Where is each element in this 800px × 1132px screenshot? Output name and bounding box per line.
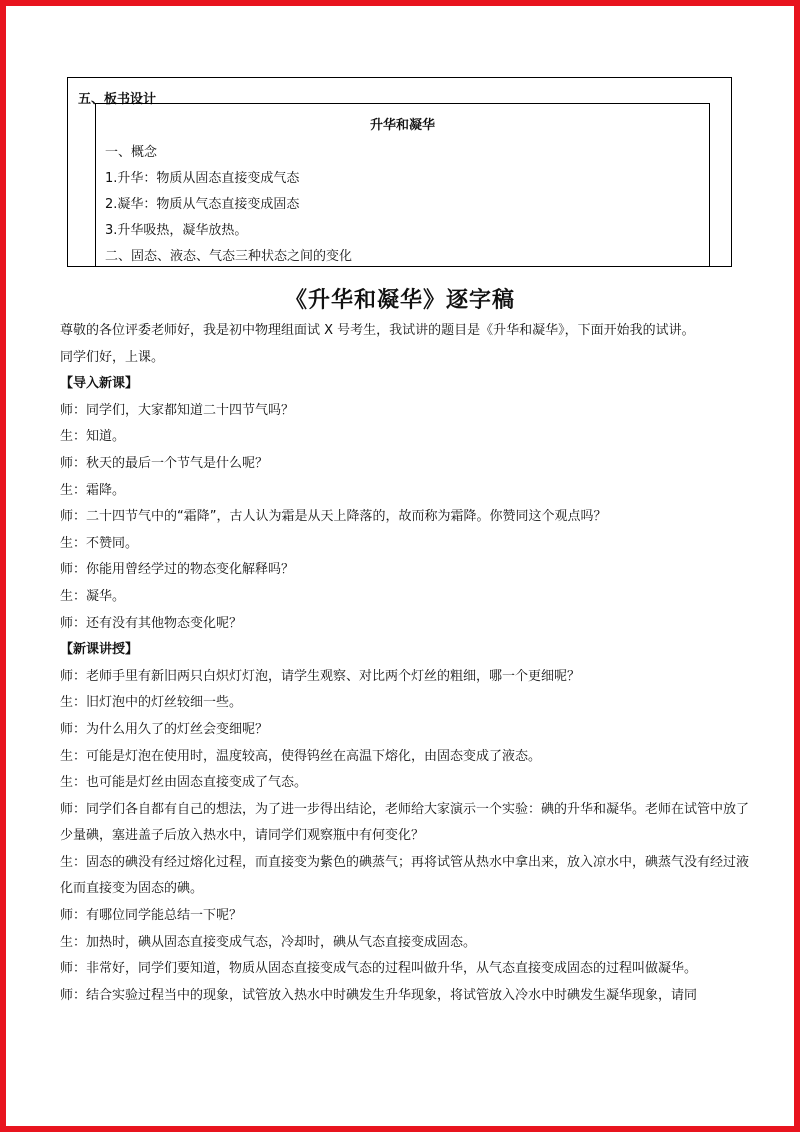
dialogue-line: 师：为什么用久了的灯丝会变细呢？ bbox=[60, 721, 269, 737]
board-design-table bbox=[67, 77, 732, 267]
section-heading: 五、板书设计 bbox=[78, 92, 157, 107]
dialogue-line: 师：非常好，同学们要知道，物质从固态直接变成气态的过程叫做升华，从气态直接变成固态的过程叫做凝华。 bbox=[60, 961, 698, 977]
dialogue-line: 师：秋天的最后一个节气是什么呢？ bbox=[60, 455, 269, 471]
dialogue-line: 生：凝华。 bbox=[60, 588, 126, 604]
board-line-deposition: 2.凝华：物质从气态直接变成固态 bbox=[105, 197, 300, 212]
dialogue-line: 生：加热时，碘从固态直接变成气态，冷却时，碘从气态直接变成固态。 bbox=[60, 934, 477, 950]
dialogue-line: 师：同学们，大家都知道二十四节气吗？ bbox=[60, 402, 295, 418]
dialogue-line: 师：你能用曾经学过的物态变化解释吗？ bbox=[60, 562, 295, 578]
dialogue-line: 生：旧灯泡中的灯丝较细一些。 bbox=[60, 695, 243, 711]
dialogue-line: 师：结合实验过程当中的现象，试管放入热水中时碘发生升华现象，将试管放入冷水中时碘发生凝华现象，请同 bbox=[60, 987, 698, 1003]
board-line-sublimation: 1.升华：物质从固态直接变成气态 bbox=[105, 171, 300, 186]
dialogue-line: 生：不赞同。 bbox=[60, 535, 139, 551]
greeting-line: 同学们好，上课。 bbox=[60, 349, 165, 365]
section-intro-heading: 【导入新课】 bbox=[60, 376, 139, 392]
board-design-box bbox=[95, 103, 710, 267]
transcript-body bbox=[60, 318, 750, 1009]
dialogue-line: 师：二十四节气中的“霜降”，古人认为霜是从天上降落的，故而称为霜降。你赞同这个观点吗？ bbox=[60, 509, 607, 525]
board-line-heat: 3.升华吸热，凝华放热。 bbox=[105, 223, 248, 238]
dialogue-line: 生：也可能是灯丝由固态直接变成了气态。 bbox=[60, 775, 308, 791]
board-line-states: 二、固态、液态、气态三种状态之间的变化 bbox=[105, 249, 353, 264]
dialogue-line: 生：知道。 bbox=[60, 429, 126, 445]
dialogue-line: 师：有哪位同学能总结一下呢？ bbox=[60, 908, 243, 924]
intro-paragraph: 尊敬的各位评委老师好，我是初中物理组面试 X 号考生，我试讲的题目是《升华和凝华》，下面开始我的试讲。 bbox=[60, 323, 695, 338]
dialogue-line: 师：老师手里有新旧两只白炽灯灯泡，请学生观察、对比两个灯丝的粗细，哪一个更细呢？ bbox=[60, 668, 581, 684]
document-title: 《升华和凝华》逐字稿 bbox=[284, 288, 515, 313]
dialogue-line: 生：可能是灯泡在使用时，温度较高，使得钨丝在高温下熔化，由固态变成了液态。 bbox=[60, 748, 542, 764]
dialogue-line: 生：固态的碘没有经过熔化过程，而直接变为紫色的碘蒸气；再将试管从热水中拿出来，放入凉水中，碘蒸气没有经过液化而直接变为固态的碘。 bbox=[60, 854, 750, 897]
board-line-concept: 一、概念 bbox=[105, 145, 158, 160]
dialogue-line: 师：同学们各自都有自己的想法，为了进一步得出结论，老师给大家演示一个实验：碘的升华和凝华。老师在试管中放了少量碘，塞进盖子后放入热水中，请同学们观察瓶中有何变化？ bbox=[60, 801, 750, 844]
board-title: 升华和凝华 bbox=[369, 118, 435, 133]
dialogue-line: 生：霜降。 bbox=[60, 482, 126, 498]
dialogue-line: 师：还有没有其他物态变化呢？ bbox=[60, 615, 243, 631]
section-new-lesson-heading: 【新课讲授】 bbox=[60, 642, 139, 658]
